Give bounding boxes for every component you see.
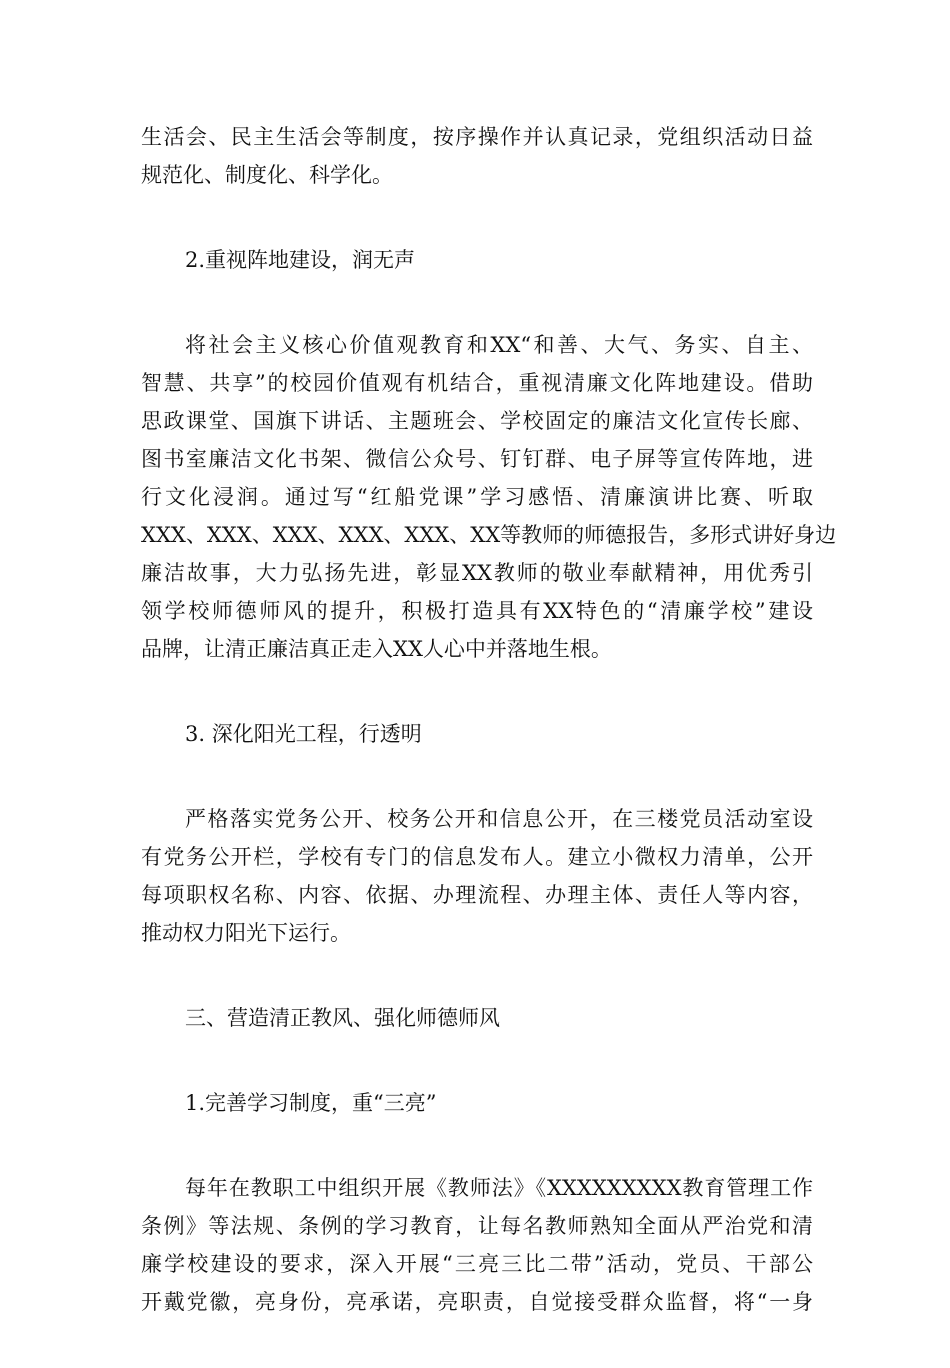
document-page [141, 118, 837, 1368]
text-line: 领学校师德师风的提升，积极打造具有XX特色的“清廉学校”建设 [141, 599, 813, 623]
paragraph-position-building [141, 326, 837, 668]
text-line: 有党务公开栏，学校有专门的信息发布人。建立小微权力清单，公开 [141, 845, 813, 869]
section-heading-1 [141, 1084, 813, 1122]
paragraph-continuation [141, 118, 813, 194]
text-line: 开戴党徽，亮身份，亮承诺，亮职责，自觉接受群众监督，将“一身 [141, 1290, 813, 1314]
text-line: 条例》等法规、条例的学习教育，让每名教师熟知全面从严治党和清 [141, 1214, 813, 1238]
paragraph-study-system [141, 1169, 813, 1321]
text-line: 将社会主义核心价值观教育和XX“和善、大气、务实、自主、 [185, 333, 813, 357]
text-line: 品牌，让清正廉洁真正走入XX人心中并落地生根。 [141, 637, 612, 661]
text-line: 廉洁故事，大力弘扬先进，彰显XX教师的敬业奉献精神，用优秀引 [141, 561, 813, 585]
text-line: 图书室廉洁文化书架、微信公众号、钉钉群、电子屏等宣传阵地，进 [141, 447, 813, 471]
section-heading-3 [141, 715, 813, 753]
heading-text: 2.重视阵地建设，润无声 [185, 248, 416, 272]
text-line: 生活会、民主生活会等制度，按序操作并认真记录，党组织活动日益 [141, 125, 813, 149]
text-line: 每项职权名称、内容、依据、办理流程、办理主体、责任人等内容， [141, 883, 813, 907]
section-heading-2 [141, 241, 813, 279]
text-line: 智慧、共享”的校园价值观有机结合，重视清廉文化阵地建设。借助 [141, 371, 813, 395]
heading-text: 三、营造清正教风、强化师德师风 [185, 1006, 500, 1030]
paragraph-sunshine-project [141, 800, 813, 952]
text-line: XXX、XXX、XXX、XXX、XXX、XX等教师的师德报告，多形式讲好身边 [141, 523, 837, 547]
text-line: 思政课堂、国旗下讲话、主题班会、学校固定的廉洁文化宣传长廊、 [141, 409, 813, 433]
text-line: 廉学校建设的要求，深入开展“三亮三比二带”活动，党员、干部公 [141, 1252, 813, 1276]
text-line: 严格落实党务公开、校务公开和信息公开，在三楼党员活动室设 [185, 807, 813, 831]
chapter-heading-three [141, 999, 813, 1037]
text-line: 规范化、制度化、科学化。 [141, 163, 393, 187]
text-line: 推动权力阳光下运行。 [141, 921, 351, 945]
heading-text: 3. 深化阳光工程，行透明 [185, 722, 422, 746]
text-line: 行文化浸润。通过写“红船党课”学习感悟、清廉演讲比赛、听取 [141, 485, 813, 509]
heading-text: 1.完善学习制度，重“三亮” [185, 1091, 437, 1115]
text-line: 每年在教职工中组织开展《教师法》《XXXXXXXXX教育管理工作 [185, 1176, 813, 1200]
